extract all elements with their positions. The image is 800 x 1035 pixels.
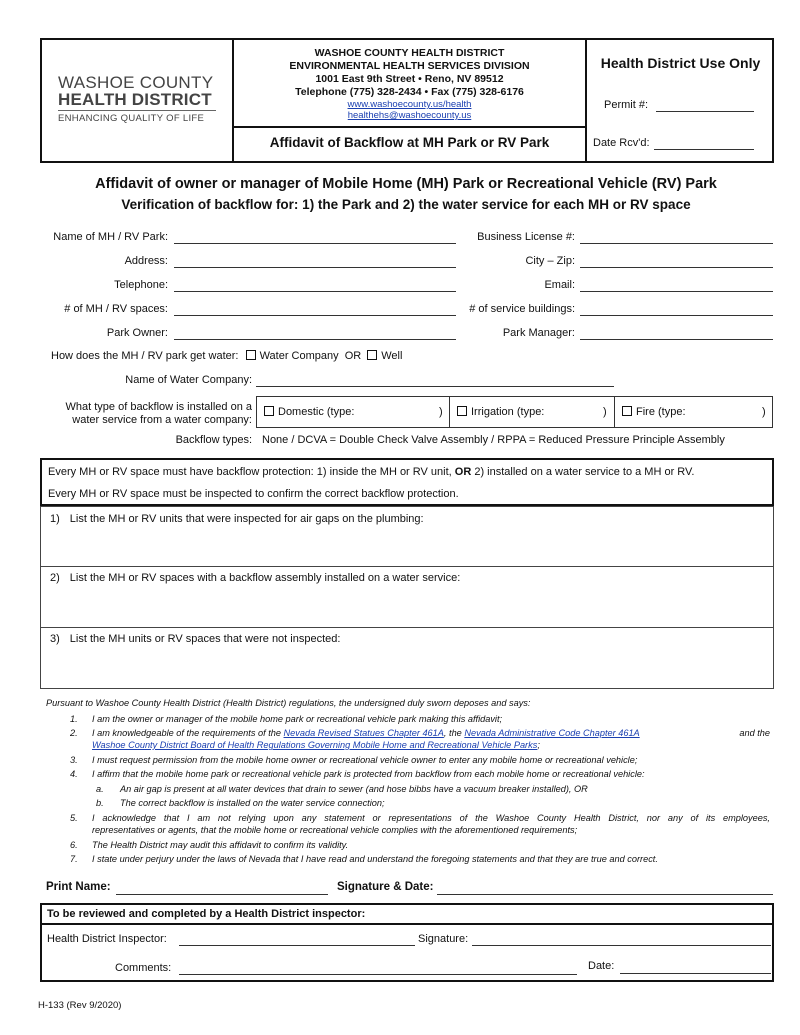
irrigation-checkbox[interactable] <box>457 406 467 416</box>
inspector-field[interactable] <box>179 945 415 946</box>
notice-line1-or: OR <box>454 466 472 478</box>
comments-label: Comments: <box>115 962 172 974</box>
fire-option[interactable] <box>622 406 686 418</box>
service-buildings-label: # of service buildings: <box>469 303 575 315</box>
domestic-checkbox[interactable] <box>264 406 274 416</box>
legal-num-4a: a. <box>96 784 104 794</box>
fire-close: ) <box>762 406 766 418</box>
legal-item-5-l2: representatives or agents, that the mobile home or recreational vehicle complies with the aforementioned requirements; <box>92 825 578 835</box>
spaces-field[interactable] <box>174 315 456 316</box>
list-text-1: List the MH or RV units that were inspected for air gaps on the plumbing: <box>69 513 424 525</box>
domestic-option[interactable] <box>264 406 354 418</box>
telephone-label: Telephone: <box>114 279 168 291</box>
logo-rule <box>58 110 216 111</box>
form-id: H-133 (Rev 9/2020) <box>38 1000 122 1011</box>
permit-label: Permit #: <box>604 99 649 111</box>
well-label: Well <box>381 350 403 362</box>
backflow-divider-2 <box>614 396 615 428</box>
telephone-field[interactable] <box>174 291 456 292</box>
park-name-field[interactable] <box>174 243 456 244</box>
notice-line1-c: 2) installed on a water service to a MH or RV. <box>471 466 695 478</box>
legal-num-5: 5. <box>70 813 78 823</box>
spaces-label: # of MH / RV spaces: <box>64 303 168 315</box>
business-license-label: Business License #: <box>477 231 575 243</box>
backflow-types-label: Backflow types: <box>175 434 252 446</box>
inspector-label: Health District Inspector: <box>47 933 167 945</box>
list-num-3: 3) <box>50 633 60 645</box>
backflow-question <box>40 401 252 427</box>
legal-item-5 <box>92 812 770 836</box>
legal-item-5-l1: I acknowledge that I am not relying upon any statement or representations of the Washoe County Health District, nor any of its employees, <box>92 813 770 823</box>
city-zip-field[interactable] <box>580 267 773 268</box>
legal-item-4: I affirm that the mobile home park or recreational vehicle park is protected from backflow from each mobile home or recreational vehicle: <box>92 769 645 779</box>
org-phone: Telephone (775) 328-2434 • Fax (775) 328-6176 <box>295 86 524 98</box>
list-text-2: List the MH or RV spaces with a backflow assembly installed on a water service: <box>69 572 461 584</box>
legal-num-4: 4. <box>70 769 78 779</box>
list-num-2: 2) <box>50 572 60 584</box>
city-zip-label: City – Zip: <box>525 255 575 267</box>
board-regulations-link[interactable]: Washoe County District Board of Health Regulations Governing Mobile Home and Recreational Vehicle Parks <box>92 740 538 750</box>
water-company-checkbox[interactable] <box>246 350 256 360</box>
park-owner-label: Park Owner: <box>106 327 168 339</box>
inspector-title: To be reviewed and completed by a Health District inspector: <box>47 908 366 920</box>
logo-line2: HEALTH DISTRICT <box>58 90 212 109</box>
email-link[interactable]: healthehs@washoecounty.us <box>347 110 472 121</box>
water-company-label: Water Company <box>259 350 339 362</box>
email-field[interactable] <box>580 291 773 292</box>
title-line1: Affidavit of owner or manager of Mobile Home (MH) Park or Recreational Vehicle (RV) Park <box>95 176 717 192</box>
legal-item-6: The Health District may audit this affidavit to confirm its validity. <box>92 840 349 850</box>
water-company-name-field[interactable] <box>256 386 614 387</box>
nrs-link[interactable]: Nevada Revised Statues Chapter 461A <box>283 728 444 738</box>
logo-tagline: ENHANCING QUALITY OF LIFE <box>58 113 205 124</box>
service-buildings-field[interactable] <box>580 315 773 316</box>
fire-label: Fire (type: <box>636 406 686 418</box>
water-company-name-label: Name of Water Company: <box>125 374 252 386</box>
header-org-block <box>234 47 585 121</box>
legal-item-2-a: I am knowledgeable of the requirements of the <box>92 728 284 738</box>
legal-item-4b: The correct backflow is installed on the water service connection; <box>120 798 385 808</box>
domestic-label: Domestic (type: <box>278 406 355 418</box>
legal-num-2: 2. <box>70 728 78 738</box>
legal-item-2 <box>92 727 770 751</box>
legal-item-7: I state under perjury under the laws of Nevada that I have read and understand the foregoing statements and that they are true and correct. <box>92 854 658 864</box>
park-owner-field[interactable] <box>174 339 456 340</box>
list-text-3: List the MH units or RV spaces that were not inspected: <box>69 633 341 645</box>
print-name-field[interactable] <box>116 894 328 895</box>
date-rcvd-field[interactable] <box>654 149 754 150</box>
logo-line1: WASHOE COUNTY <box>58 73 214 92</box>
backflow-divider-1 <box>449 396 450 428</box>
org-address: 1001 East 9th Street • Reno, NV 89512 <box>315 73 504 85</box>
org-name: WASHOE COUNTY HEALTH DISTRICT <box>314 47 505 59</box>
permit-field[interactable] <box>656 111 754 112</box>
address-label: Address: <box>124 255 168 267</box>
use-only-title: Health District Use Only <box>600 55 761 71</box>
water-company-option[interactable] <box>246 350 339 362</box>
legal-num-6: 6. <box>70 840 78 850</box>
email-label: Email: <box>544 279 575 291</box>
business-license-field[interactable] <box>580 243 773 244</box>
fire-checkbox[interactable] <box>622 406 632 416</box>
irrigation-close: ) <box>603 406 607 418</box>
signature-date-field[interactable] <box>437 894 773 895</box>
well-checkbox[interactable] <box>367 350 377 360</box>
inspector-signature-field[interactable] <box>472 945 771 946</box>
list-item-3 <box>50 633 340 645</box>
backflow-question-l1: What type of backflow is installed on a <box>65 401 252 413</box>
legal-item-3: I must request permission from the mobile home owner or recreational vehicle owner to enter any mobile home or recreational vehicle; <box>92 755 638 765</box>
header-divider-3 <box>232 126 587 128</box>
signature-date-label: Signature & Date: <box>337 881 434 893</box>
legal-item-1: I am the owner or manager of the mobile home park or recreational vehicle park making this affidavit; <box>92 714 503 724</box>
legal-item-2-b: , the <box>443 728 465 738</box>
backflow-question-l2: water service from a water company: <box>72 414 252 426</box>
legal-num-7: 7. <box>70 854 78 864</box>
park-manager-field[interactable] <box>580 339 773 340</box>
inspector-signature-label: Signature: <box>418 933 469 945</box>
date-rcvd-label: Date Rcv'd: <box>593 137 650 149</box>
backflow-types-text: None / DCVA = Double Check Valve Assembly / RPPA = Reduced Pressure Principle Assembly <box>262 434 725 446</box>
legal-num-4b: b. <box>96 798 104 808</box>
domestic-close: ) <box>439 406 443 418</box>
inspector-date-field[interactable] <box>620 973 771 974</box>
or-text: OR <box>344 350 362 362</box>
inspector-date-label: Date: <box>588 960 615 972</box>
org-division: ENVIRONMENTAL HEALTH SERVICES DIVISION <box>289 60 530 72</box>
park-name-label: Name of MH / RV Park: <box>53 231 168 243</box>
legal-item-2-c: and the <box>739 728 770 738</box>
irrigation-option[interactable] <box>457 406 544 418</box>
irrigation-label: Irrigation (type: <box>471 406 545 418</box>
list-item-2 <box>50 572 460 584</box>
notice-line2: Every MH or RV space must be inspected to confirm the correct backflow protection. <box>48 488 459 500</box>
website-link[interactable]: www.washoecounty.us/health <box>347 99 472 110</box>
notice-line1 <box>48 466 694 478</box>
address-field[interactable] <box>174 267 456 268</box>
comments-field[interactable] <box>179 974 577 975</box>
print-name-label: Print Name: <box>46 881 111 893</box>
well-option[interactable] <box>367 350 402 362</box>
nac-link[interactable]: Nevada Administrative Code Chapter 461A <box>464 728 640 738</box>
logo <box>58 74 223 124</box>
form-title: Affidavit of Backflow at MH Park or RV Park <box>269 135 550 150</box>
inspector-title-rule <box>40 923 774 925</box>
legal-num-1: 1. <box>70 714 78 724</box>
legal-item-4a: An air gap is present at all water devices that drain to sewer (and hose bibbs have a vacuum breaker installed), OR <box>120 784 588 794</box>
water-source-question: How does the MH / RV park get water: <box>51 350 239 362</box>
notice-line1-a: Every MH or RV space must have backflow protection: 1) inside the MH or RV unit, <box>48 466 455 478</box>
title-line2: Verification of backflow for: 1) the Park and 2) the water service for each MH or RV space <box>121 197 691 212</box>
legal-intro: Pursuant to Washoe County Health District (Health District) regulations, the undersigned duly sworn deposes and says: <box>46 698 531 708</box>
list-num-1: 1) <box>50 513 60 525</box>
list-item-1 <box>50 513 424 525</box>
park-manager-label: Park Manager: <box>502 327 575 339</box>
water-source-row <box>51 350 402 362</box>
legal-num-3: 3. <box>70 755 78 765</box>
legal-item-2-d: ; <box>537 740 540 750</box>
